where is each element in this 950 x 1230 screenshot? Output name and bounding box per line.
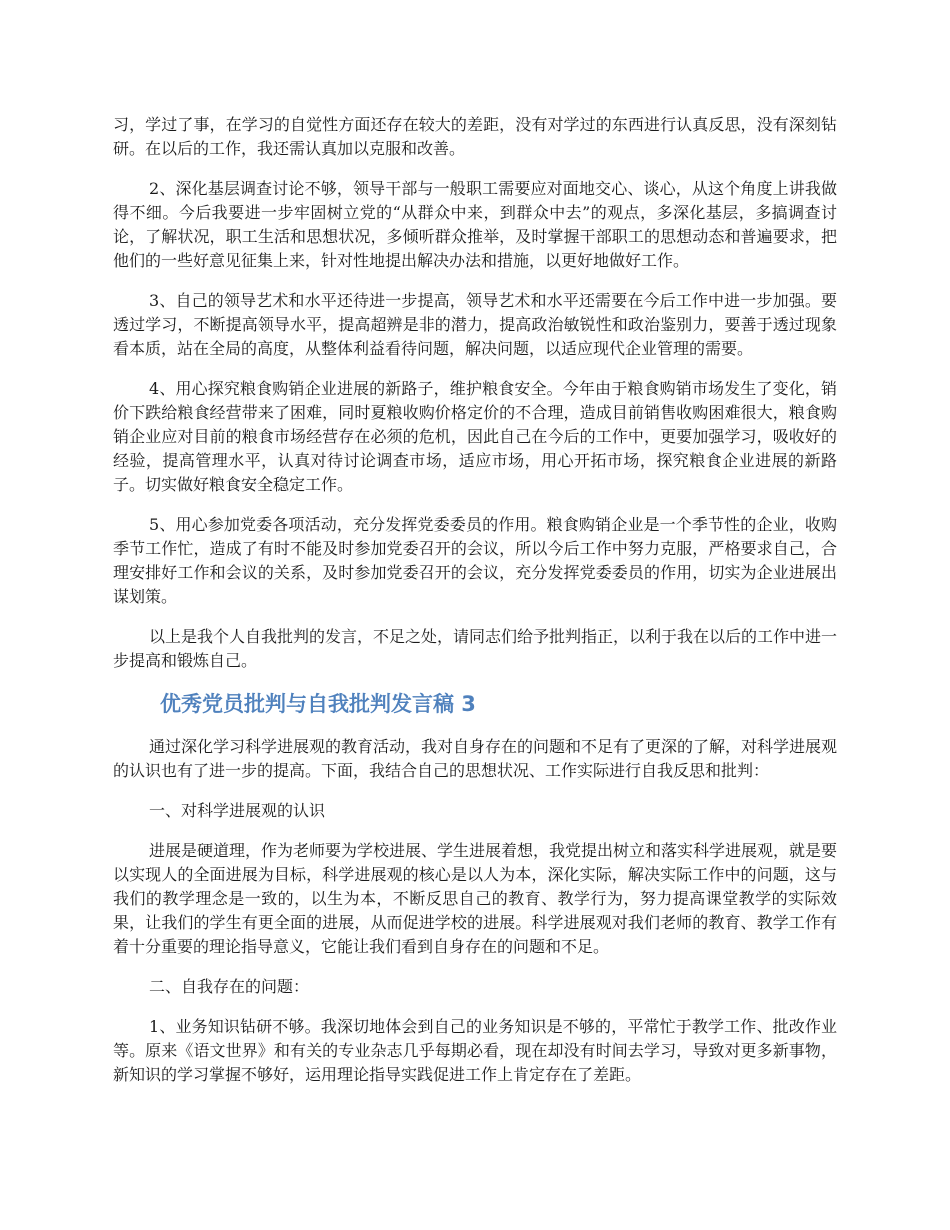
paragraph-continuation: 习，学过了事，在学习的自觉性方面还存在较大的差距，没有对学过的东西进行认真反思，没有深刻钻研。在以后的工作，我还需认真加以克服和改善。 — [113, 115, 837, 158]
paragraph-item-5: 5、用心参加党委各项活动，充分发挥党委委员的作用。粮食购销企业是一个季节性的企业，收购季节工作忙，造成了有时不能及时参加党委召开的会议，所以今后工作中努力克服，严格要求自己，合理安排好工作和会议的关系，及时参加党委召开的会议，充分发挥党委委员的作用，切实为企业进展出谋划策。 — [113, 515, 837, 606]
paragraph-problem-1: 1、业务知识钻研不够。我深切地体会到自己的业务知识是不够的，平常忙于教学工作、批改作业等。原来《语文世界》和有关的专业杂志几乎每期必看，现在却没有时间去学习，导致对更多新事物，新知识的学习掌握不够好，运用理论指导实践促进工作上肯定存在了差距。 — [113, 1017, 837, 1084]
subheading-one: 一、对科学进展观的认识 — [149, 801, 326, 820]
paragraph-understanding: 进展是硬道理，作为老师要为学校进展、学生进展着想，我党提出树立和落实科学进展观，就是要以实现人的全面进展为目标，科学进展观的核心是以人为本，深化实际，解决实际工作中的问题，这与我们的教学理念是一致的，以生为本，不断反思自己的教育、教学行为，努力提高课堂教学的实际效果，让我们的学生有更全面的进展，从而促进学校的进展。科学进展观对我们老师的教育、教学工作有着十分重要的理论指导意义，它能让我们看到自身存在的问题和不足。 — [113, 841, 838, 956]
section-heading: 优秀党员批判与自我批判发言稿 3 — [160, 692, 476, 716]
paragraph-intro: 通过深化学习科学进展观的教育活动，我对自身存在的问题和不足有了更深的了解，对科学进展观的认识也有了进一步的提高。下面，我结合自己的思想状况、工作实际进行自我反思和批判： — [113, 737, 838, 780]
paragraph-closing: 以上是我个人自我批判的发言，不足之处，请同志们给予批判指正，以利于我在以后的工作中进一步提高和锻炼自己。 — [113, 627, 838, 670]
paragraph-item-3: 3、自己的领导艺术和水平还待进一步提高，领导艺术和水平还需要在今后工作中进一步加强。要透过学习，不断提高领导水平，提高超辨是非的潜力，提高政治敏锐性和政治鉴别力，要善于透过现象看本质，站在全局的高度，从整体利益看待问题，解决问题，以适应现代企业管理的需要。 — [113, 291, 837, 358]
subheading-two: 二、自我存在的问题： — [149, 977, 310, 996]
paragraph-item-2: 2、深化基层调查讨论不够，领导干部与一般职工需要应对面地交心、谈心，从这个角度上讲我做得不细。今后我要进一步牢固树立党的“从群众中来，到群众中去”的观点，多深化基层，多搞调查讨论，了解状况，职工生活和思想状况，多倾听群众推举，及时掌握干部职工的思想动态和普遍要求，把他们的一些好意见征集上来，针对性地提出解决办法和措施，以更好地做好工作。 — [113, 179, 837, 270]
paragraph-item-4: 4、用心探究粮食购销企业进展的新路子，维护粮食安全。今年由于粮食购销市场发生了变化，销价下跌给粮食经营带来了困难，同时夏粮收购价格定价的不合理，造成目前销售收购困难很大，粮食购销企业应对目前的粮食市场经营存在必须的危机，因此自己在今后的工作中，更要加强学习，吸收好的经验，提高管理水平，认真对待讨论调查市场，适应市场，用心开拓市场，探究粮食企业进展的新路子。切实做好粮食安全稳定工作。 — [113, 379, 837, 494]
